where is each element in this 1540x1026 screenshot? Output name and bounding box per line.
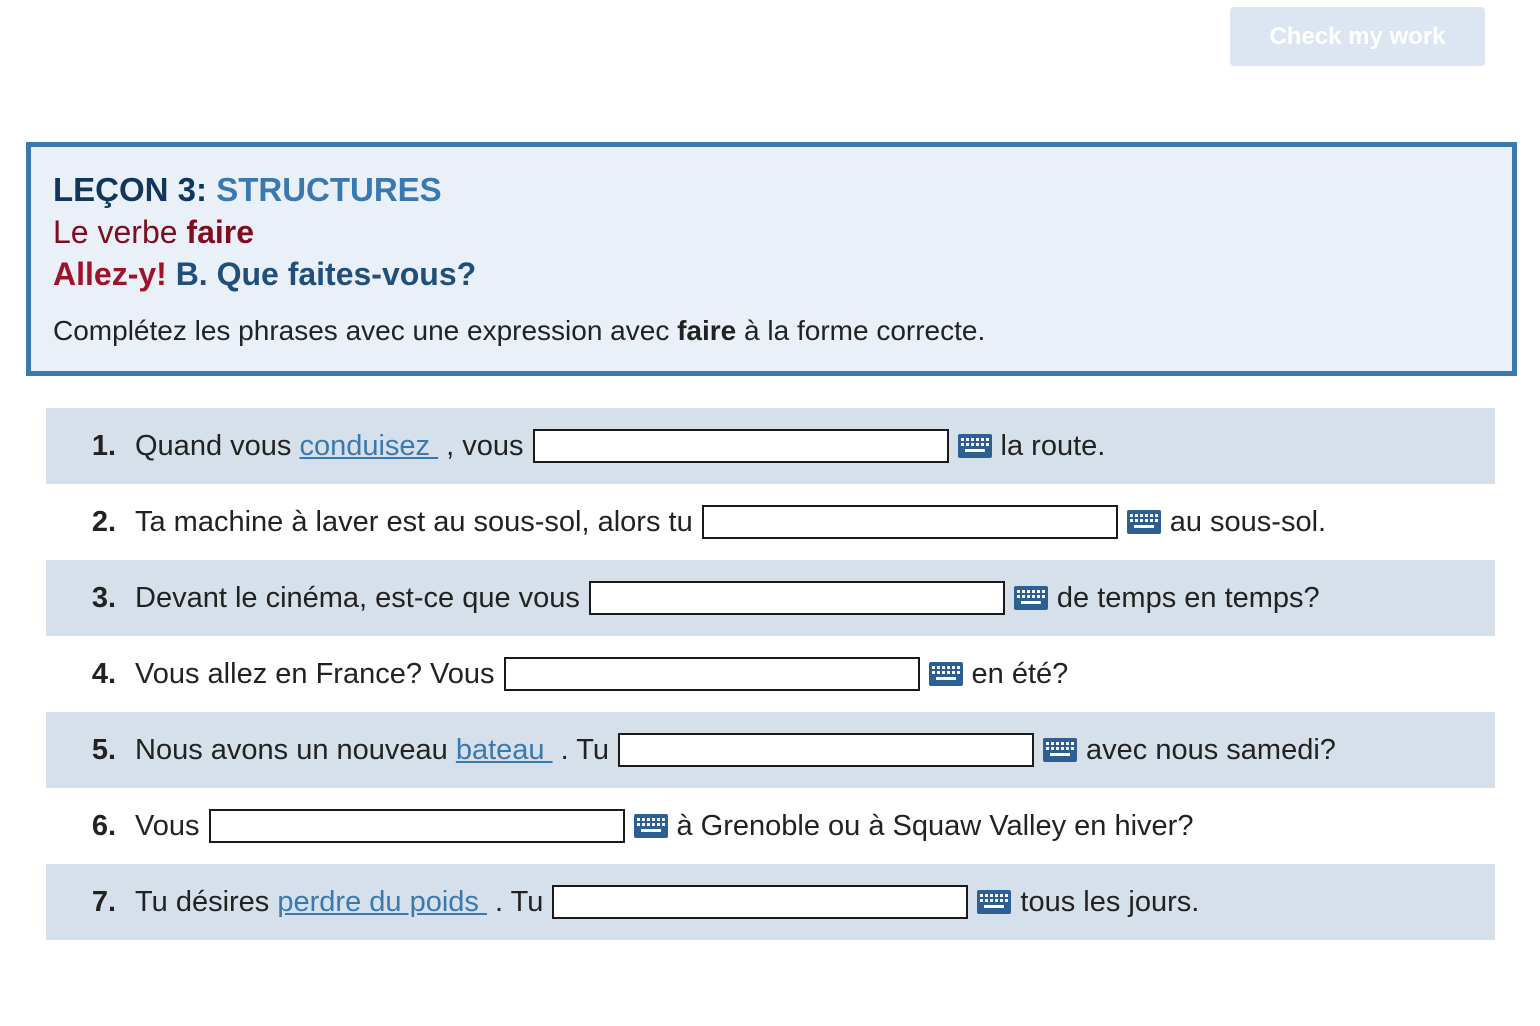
answer-input-6[interactable] [209, 809, 625, 843]
item-text-before: Vous allez en France? Vous [135, 657, 495, 690]
exercise-item-3 [46, 560, 1495, 636]
item-text-mid: . Tu [552, 733, 610, 766]
keyboard-icon[interactable] [1042, 737, 1078, 763]
topic-title [53, 211, 1512, 253]
exercise-item-4 [46, 636, 1495, 712]
exercise-item-5 [46, 712, 1495, 788]
keyboard-icon[interactable] [1013, 585, 1049, 611]
answer-input-3[interactable] [589, 581, 1005, 615]
item-text-before: Ta machine à laver est au sous-sol, alors tu [135, 505, 693, 538]
item-text-mid: . Tu [486, 885, 544, 918]
item-text-after: en été? [971, 657, 1069, 690]
item-text-before: Tu désires [135, 885, 278, 918]
item-number: 3. [91, 581, 116, 614]
answer-input-2[interactable] [702, 505, 1118, 539]
item-text-before: Vous [135, 809, 200, 842]
exercise-item-6 [46, 788, 1495, 864]
activity-name: B. Que faites-vous? [166, 256, 477, 292]
topic-prefix: Le verbe [53, 214, 187, 250]
exercise-item-2 [46, 484, 1495, 560]
keyboard-icon[interactable] [633, 813, 669, 839]
vocab-link[interactable]: conduisez [299, 429, 439, 462]
answer-input-5[interactable] [618, 733, 1034, 767]
item-number: 7. [91, 885, 116, 918]
item-text-before: Nous avons un nouveau [135, 733, 456, 766]
exercise-item-1 [46, 408, 1495, 484]
vocab-link[interactable]: bateau [455, 733, 553, 766]
activity-title [53, 253, 1512, 295]
item-number: 4. [91, 657, 116, 690]
answer-input-4[interactable] [504, 657, 920, 691]
item-text-after: de temps en temps? [1056, 581, 1320, 614]
item-text-after: avec nous samedi? [1086, 733, 1336, 766]
answer-input-7[interactable] [552, 885, 968, 919]
lesson-header [26, 142, 1517, 376]
topic-verb: faire [186, 214, 255, 250]
item-text-before: Quand vous [135, 429, 300, 462]
keyboard-icon[interactable] [957, 433, 993, 459]
item-number: 5. [91, 733, 116, 766]
exercise-list [46, 408, 1495, 940]
lesson-section: STRUCTURES [216, 171, 442, 208]
item-text-mid: , vous [438, 429, 524, 462]
instructions-before: Complétez les phrases avec une expression avec [53, 315, 678, 346]
answer-input-1[interactable] [533, 429, 949, 463]
keyboard-icon[interactable] [928, 661, 964, 687]
item-number: 6. [91, 809, 116, 842]
item-text-after: la route. [1000, 429, 1106, 462]
exercise-item-7 [46, 864, 1495, 940]
instructions [53, 313, 1512, 349]
lesson-title [53, 169, 1512, 211]
keyboard-icon[interactable] [976, 889, 1012, 915]
activity-tag: Allez-y! [53, 256, 167, 292]
item-text-after: tous les jours. [1020, 885, 1200, 918]
item-text-after: au sous-sol. [1169, 505, 1327, 538]
toolbar [1230, 7, 1485, 66]
lesson-number: LEÇON 3: [53, 171, 217, 208]
item-text-after: à Grenoble ou à Squaw Valley en hiver? [676, 809, 1194, 842]
item-number: 1. [91, 429, 116, 462]
instructions-after: à la forme correcte. [736, 315, 986, 346]
instructions-bold: faire [677, 315, 737, 346]
vocab-link[interactable]: perdre du poids [277, 885, 487, 918]
check-my-work-button[interactable]: Check my work [1230, 7, 1485, 66]
item-number: 2. [91, 505, 116, 538]
keyboard-icon[interactable] [1126, 509, 1162, 535]
item-text-before: Devant le cinéma, est-ce que vous [135, 581, 580, 614]
